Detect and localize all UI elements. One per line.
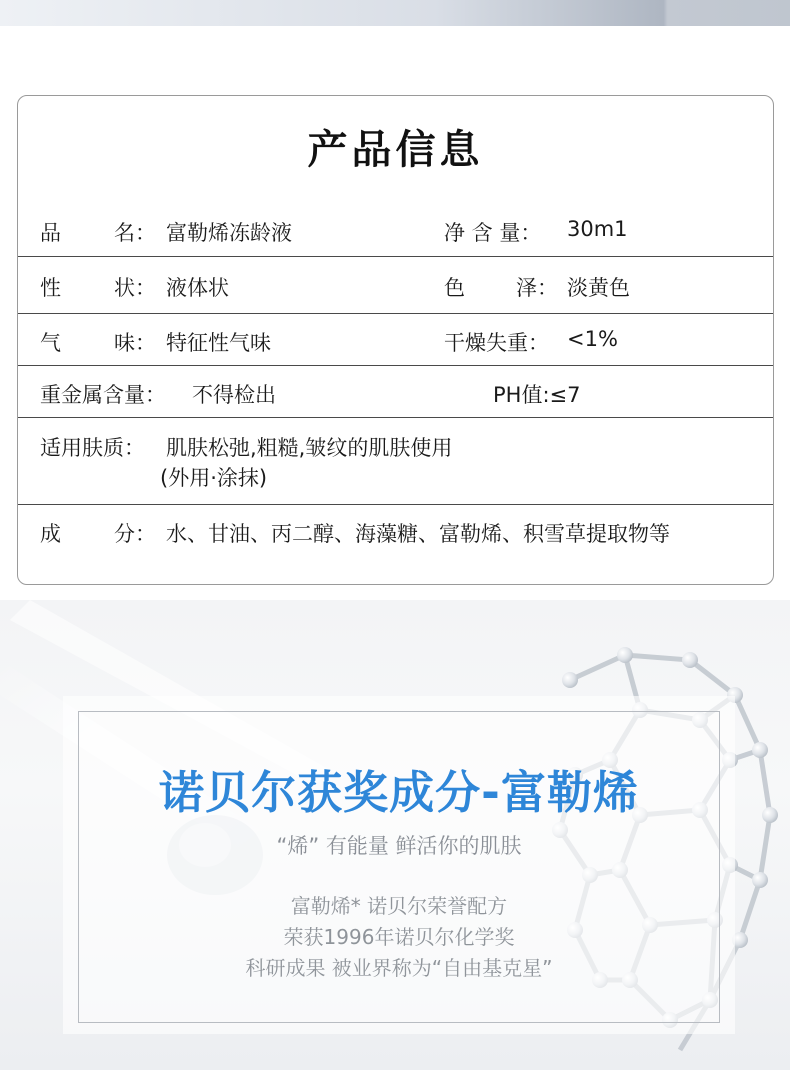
label-color-1: 色 <box>444 276 465 300</box>
nobel-slogan: “烯” 有能量 鲜活你的肌肤 <box>276 834 522 858</box>
value-drying-loss: <1% <box>567 327 618 351</box>
label-name-1: 品 <box>40 221 61 245</box>
label-odor-2: 味： <box>114 331 156 355</box>
label-form-2: 状： <box>114 276 156 300</box>
product-info-table <box>18 204 773 557</box>
top-banner-strip <box>0 0 790 26</box>
nobel-line-award: 荣获1996年诺贝尔化学奖 <box>283 925 515 949</box>
label-drying-loss: 干燥失重： <box>444 331 549 355</box>
label-ingredients-2: 分： <box>114 522 156 546</box>
info-row-heavy-metal <box>18 366 773 418</box>
value-color: 淡黄色 <box>567 276 630 300</box>
value-usage: (外用·涂抹) <box>160 466 268 490</box>
value-skin-type: 肌肤松弛,粗糙,皱纹的肌肤使用 <box>166 436 453 460</box>
label-skin-type: 适用肤质： <box>40 436 145 460</box>
info-row-name <box>18 204 773 257</box>
value-odor: 特征性气味 <box>166 331 271 355</box>
label-odor-1: 气 <box>40 331 61 355</box>
value-ph: PH值:≤7 <box>493 383 581 407</box>
product-info-card <box>17 95 774 585</box>
nobel-callout-frame <box>78 711 720 1023</box>
label-heavy-metal: 重金属含量： <box>40 383 166 407</box>
info-row-odor <box>18 314 773 366</box>
value-ingredients: 水、甘油、丙二醇、海藻糖、富勒烯、积雪草提取物等 <box>166 522 670 546</box>
product-info-title: 产品信息 <box>307 127 484 173</box>
label-color-2: 泽： <box>516 276 558 300</box>
value-form: 液体状 <box>166 276 229 300</box>
info-row-ingredients <box>18 505 773 557</box>
info-row-skin-type <box>18 418 773 505</box>
label-form-1: 性 <box>40 276 61 300</box>
value-name: 富勒烯冻龄液 <box>166 221 292 245</box>
nobel-line-formula: 富勒烯* 诺贝尔荣誉配方 <box>290 894 508 918</box>
label-volume: 净 含 量： <box>444 221 542 245</box>
label-ingredients-1: 成 <box>40 522 61 546</box>
nobel-callout <box>63 696 735 1034</box>
nobel-section <box>0 600 790 1070</box>
label-name-2: 名： <box>114 221 156 245</box>
value-volume: 30m1 <box>567 217 628 241</box>
value-heavy-metal: 不得检出 <box>192 383 276 407</box>
nobel-title: 诺贝尔获奖成分-富勒烯 <box>159 766 639 819</box>
info-row-form <box>18 257 773 314</box>
nobel-line-research: 科研成果 被业界称为“自由基克星” <box>245 956 553 980</box>
